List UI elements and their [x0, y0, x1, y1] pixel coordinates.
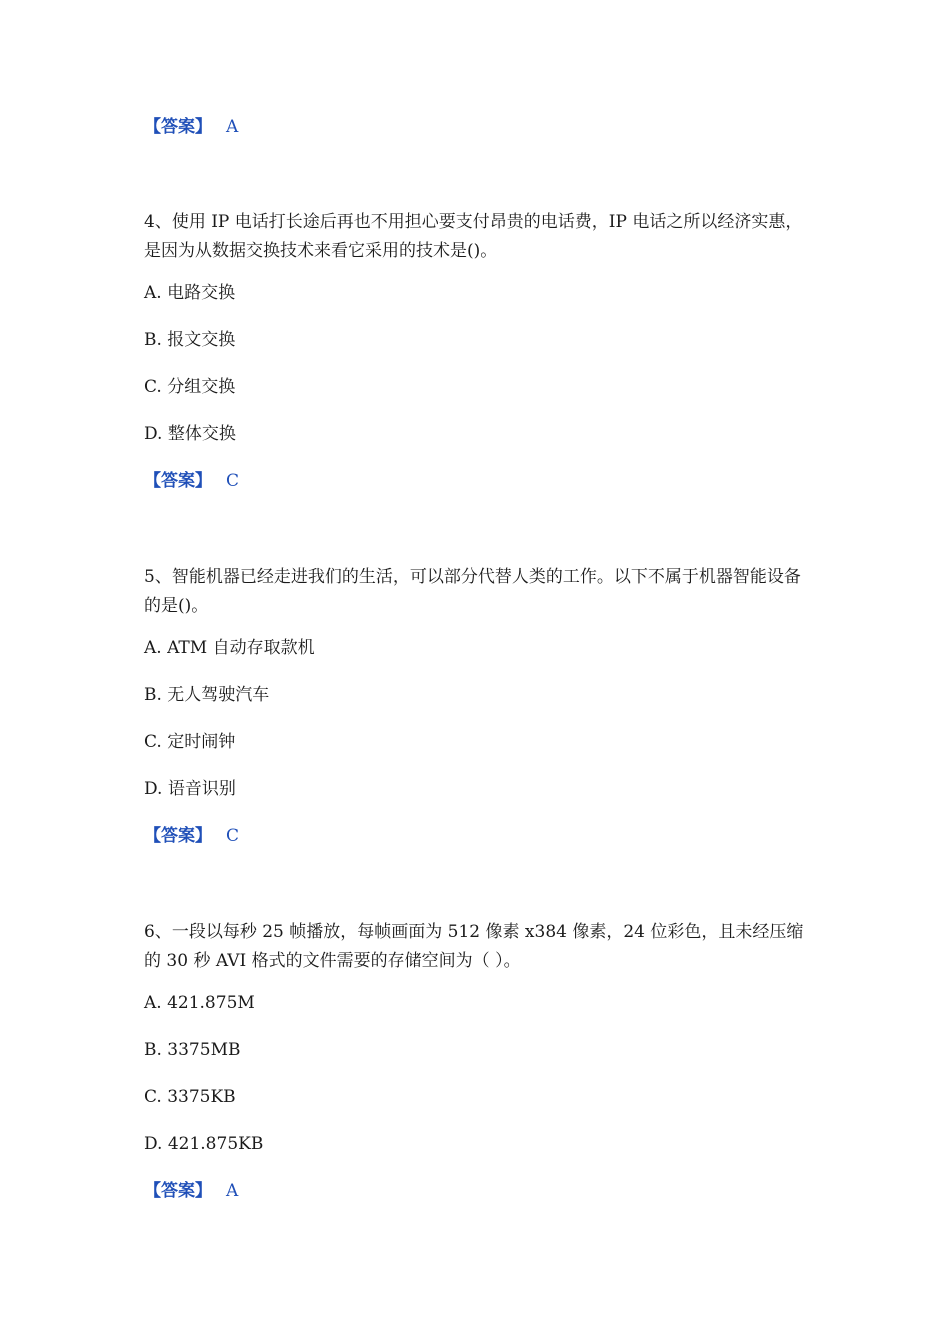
answer-line-q4	[144, 469, 239, 493]
question-4-option-b: B. 报文交换	[144, 330, 236, 350]
answer-label: 【答案】	[144, 1181, 212, 1201]
question-5-option-d: D. 语音识别	[144, 779, 236, 799]
question-6-option-c: C. 3375KB	[144, 1087, 236, 1107]
answer-line-q5	[144, 824, 239, 848]
answer-value: A	[226, 117, 239, 137]
answer-value: C	[226, 826, 240, 846]
question-4-option-c: C. 分组交换	[144, 377, 236, 397]
question-4-option-a: A. 电路交换	[144, 283, 236, 303]
answer-label: 【答案】	[144, 471, 212, 491]
question-6-option-d: D. 421.875KB	[144, 1134, 264, 1154]
answer-label: 【答案】	[144, 826, 212, 846]
question-4-option-d: D. 整体交换	[144, 424, 236, 444]
answer-line-q6	[144, 1179, 238, 1203]
question-6-text: 6、一段以每秒 25 帧播放，每帧画面为 512 像素 x384 像素，24 位彩色，且未经压缩的 30 秒 AVI 格式的文件需要的存储空间为（ ）。	[144, 922, 804, 971]
question-6-option-a: A. 421.875M	[144, 993, 255, 1013]
question-5-text: 5、智能机器已经走进我们的生活，可以部分代替人类的工作。以下不属于机器智能设备的是()。	[144, 567, 801, 616]
answer-value: C	[226, 471, 240, 491]
question-4-text: 4、使用 IP 电话打长途后再也不用担心要支付昂贵的电话费，IP 电话之所以经济实惠，是因为从数据交换技术来看它采用的技术是()。	[144, 212, 803, 261]
question-5-option-c: C. 定时闹钟	[144, 732, 236, 752]
question-5-option-a: A. ATM 自动存取款机	[144, 638, 315, 658]
answer-label: 【答案】	[144, 117, 212, 137]
question-6-option-b: B. 3375MB	[144, 1040, 241, 1060]
answer-line-q3	[144, 115, 238, 139]
question-5-option-b: B. 无人驾驶汽车	[144, 685, 270, 705]
answer-value: A	[226, 1181, 239, 1201]
